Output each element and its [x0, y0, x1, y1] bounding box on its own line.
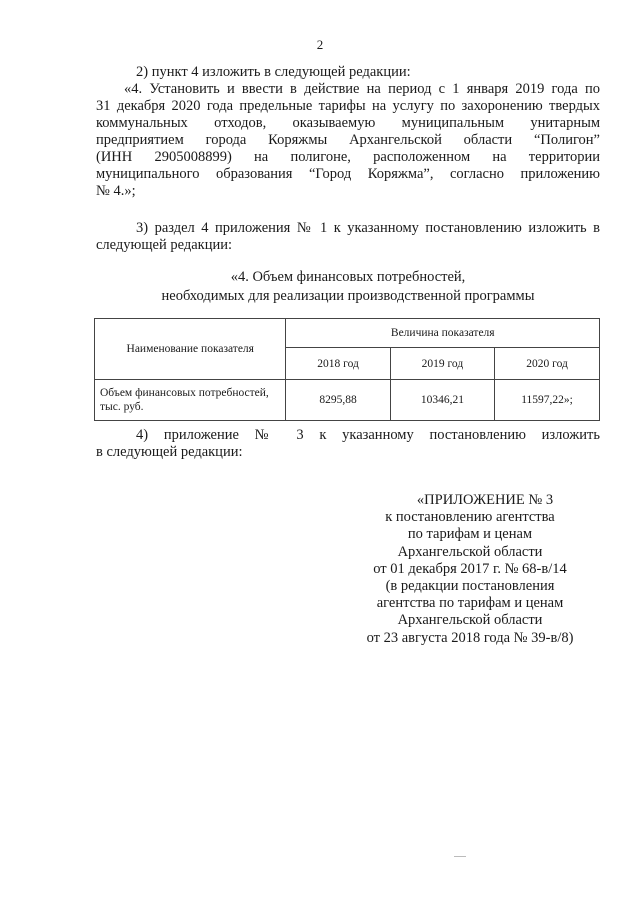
paragraph-item-4 — [96, 427, 600, 461]
section-title-line: «4. Объем финансовых потребностей, — [230, 269, 466, 285]
appendix-line: к постановлению агентства — [385, 509, 555, 526]
text-line: «4. Установить и ввести в действие на период с 1 января 2019 года по — [124, 81, 600, 97]
table-row — [95, 380, 600, 421]
appendix-line: Архангельской области — [397, 612, 543, 629]
appendix-line: по тарифам и ценам — [407, 526, 533, 543]
appendix-header — [340, 492, 600, 647]
header-year: 2018 год — [286, 348, 390, 380]
paragraph-item-2: 2) пункт 4 изложить в следующей редакции: — [136, 64, 411, 80]
row-value: 8295,88 — [286, 380, 390, 421]
appendix-line: от 01 декабря 2017 г. № 68-в/14 — [373, 560, 567, 577]
appendix-line: агентства по тарифам и ценам — [376, 595, 564, 612]
row-indicator-name: Объем финансовых потребностей, тыс. руб. — [95, 380, 286, 421]
header-year: 2020 год — [495, 348, 600, 380]
paragraph-item-3 — [96, 220, 600, 254]
section-title — [96, 268, 600, 306]
row-value: 10346,21 — [390, 380, 494, 421]
text-line: следующей редакции: — [96, 237, 233, 253]
section-title-line: необходимых для реализации производственной программы — [161, 288, 535, 304]
text-line: муниципального образования “Город Коряжма”, согласно приложению — [96, 166, 600, 182]
financial-needs-table — [94, 318, 600, 421]
appendix-line: Архангельской области — [397, 543, 543, 560]
header-indicator-name: Наименование показателя — [95, 319, 286, 380]
paragraph-item-2-text — [96, 81, 600, 200]
text-line: 4) приложение № 3 к указанному постановлению изложить — [136, 427, 600, 443]
header-year: 2019 год — [390, 348, 494, 380]
text-line: предприятием города Коряжмы Архангельской области “Полигон” — [96, 132, 600, 148]
scan-mark — [454, 856, 466, 857]
appendix-line: (в редакции постановления — [385, 578, 555, 595]
table-header-row — [95, 319, 600, 348]
page-number: 2 — [316, 37, 324, 52]
appendix-line: «ПРИЛОЖЕНИЕ № 3 — [416, 492, 554, 508]
row-value: 11597,22»; — [495, 380, 600, 421]
header-indicator-value: Величина показателя — [286, 319, 600, 348]
text-line: 31 декабря 2020 года предельные тарифы на услугу по захоронению твердых — [96, 98, 600, 114]
appendix-line: от 23 августа 2018 года № 39-в/8) — [366, 629, 574, 646]
text-line: в следующей редакции: — [96, 444, 243, 460]
text-line: № 4.»; — [96, 183, 136, 199]
text-line: коммунальных отходов, оказываемую муниципальным унитарным — [96, 115, 600, 131]
text-line: (ИНН 2905008899) на полигоне, расположенном на территории — [96, 149, 600, 165]
text-line: 3) раздел 4 приложения № 1 к указанному постановлению изложить в — [136, 220, 600, 236]
